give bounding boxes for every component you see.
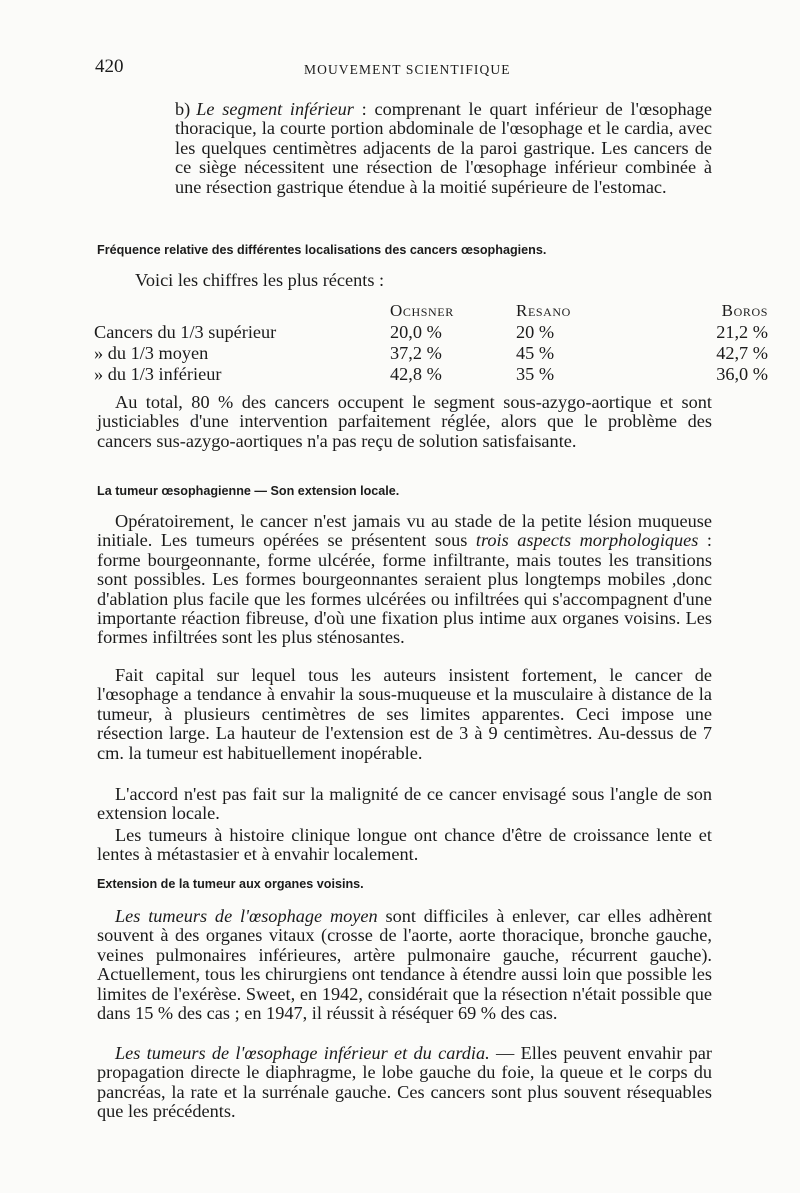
heading-organes-voisins: Extension de la tumeur aux organes voisins.	[97, 877, 364, 891]
paragraph-oesophage-inferieur	[97, 1044, 712, 1122]
cell-boros: 36,0 %	[716, 364, 768, 384]
section-b-paragraph	[175, 100, 712, 197]
cell-resano: 45 %	[516, 343, 555, 363]
page-number: 420	[95, 56, 124, 77]
paragraph-text: Fait capital sur lequel tous les auteurs insistent fortement, le cancer de l'œsophage a tendance à envahir la sous-muqueuse et la musculaire à distance de la tumeur, à plusieurs centimètres de ses limites apparentes. Ceci impose une résection large. La hauteur de l'extension est de 3 à 9 centimètres. Au-dessus de 7 cm. la tumeur est habituellement inopérable.	[97, 665, 712, 763]
table-row	[94, 364, 768, 385]
paragraph-text: Opératoirement, le cancer n'est jamais vu au stade de la petite lésion muqueuse initiale. Les tumeurs opérées se présentent sous	[97, 511, 712, 551]
section-b-title: Le segment inférieur	[196, 99, 354, 119]
cell-ochsner: 42,8 %	[390, 364, 442, 384]
paragraph-histoire-clinique	[97, 826, 712, 865]
paragraph-text: Les tumeurs à histoire clinique longue ont chance d'être de croissance lente et lentes à métastasier et à envahir localement.	[97, 825, 712, 865]
paragraph-fait-capital	[97, 666, 712, 763]
table-row	[94, 322, 768, 343]
table-header-cell: Ochsner	[390, 301, 454, 320]
paragraph-text: L'accord n'est pas fait sur la malignité de ce cancer envisagé sous l'angle de son extension locale.	[97, 784, 712, 824]
table-row	[94, 343, 768, 364]
paragraph-operatoirement	[97, 512, 712, 648]
row-label: Cancers du 1/3 supérieur	[94, 322, 277, 342]
table-header-cell: Resano	[516, 301, 571, 320]
cell-ochsner: 37,2 %	[390, 343, 442, 363]
paragraph-accord	[97, 785, 712, 824]
paragraph-text: sont difficiles à enlever, car elles adhèrent souvent à des organes vitaux (crosse de l'aorte, aorte thoracique, bronche gauche, veines pulmonaires inférieures, artère pulmonaire gauche, récurrent gauche). Actuellement, tous les chirurgiens ont tendance à étendre aussi loin que possible les limites de l'exérèse. Sweet, en 1942, considérait que la résection n'était possible que dans 15 % des cas ; en 1947, il réussit à réséquer 69 % des cas.	[97, 906, 712, 1024]
paragraph-italic: Les tumeurs de l'œsophage inférieur et du cardia.	[115, 1043, 490, 1063]
section-b-label: b)	[175, 99, 191, 119]
cell-resano: 20 %	[516, 322, 555, 342]
heading-frequence: Fréquence relative des différentes localisations des cancers œsophagiens.	[97, 243, 547, 257]
table-header-row	[94, 300, 768, 322]
running-title: MOUVEMENT SCIENTIFIQUE	[304, 62, 511, 77]
table-header-cell	[94, 300, 390, 322]
cell-boros: 42,7 %	[716, 343, 768, 363]
frequency-table	[94, 300, 768, 385]
paragraph-italic: trois aspects morphologiques	[475, 530, 699, 551]
table-header-cell: Boros	[721, 301, 768, 320]
paragraph-oesophage-moyen	[97, 907, 712, 1023]
paragraph-italic: Les tumeurs de l'œsophage moyen	[115, 906, 378, 926]
row-label: » du 1/3 moyen	[94, 343, 209, 363]
paragraph-text: : forme bourgeonnante, forme ulcérée, forme infiltrante, mais toutes les transitions sont possibles. Les formes bourgeonnantes seraient plus longtemps mobiles ,donc d'ablation plus facile que les formes ulcérées ou infiltrées qui s'accompagnent d'une importante réaction fibreuse, d'où une fixation plus intime aux organes voisins. Les formes infiltrées sont les plus sténosantes.	[97, 530, 712, 648]
section-b-text: : comprenant le quart inférieur de l'œsophage thoracique, la courte portion abdominale de l'œsophage et le cardia, avec les quelques centimètres adjacents de la paroi gastrique. Les cancers de ce siège nécessitent une résection de l'œsophage inférieur combinée à une résection gastrique étendue à la moitié supérieure de l'estomac.	[175, 99, 712, 197]
cell-boros: 21,2 %	[716, 322, 768, 342]
cell-resano: 35 %	[516, 364, 555, 384]
row-label: » du 1/3 inférieur	[94, 364, 222, 384]
intro-line: Voici les chiffres les plus récents :	[135, 270, 385, 290]
heading-tumeur-extension: La tumeur œsophagienne — Son extension locale.	[97, 484, 400, 498]
paragraph-au-total	[97, 393, 712, 451]
cell-ochsner: 20,0 %	[390, 322, 442, 342]
paragraph-text: — Elles peuvent envahir par propagation directe le diaphragme, le lobe gauche du foie, la queue et le corps du pancréas, la rate et la surrénale gauche. Ces cancers sont plus souvent résequables que les précédents.	[97, 1043, 712, 1122]
paragraph-text: Au total, 80 % des cancers occupent le segment sous-azygo-aortique et sont justiciables d'une intervention parfaitement réglée, alors que le problème des cancers sus-azygo-aortiques n'a pas reçu de solution satisfaisante.	[97, 392, 712, 451]
